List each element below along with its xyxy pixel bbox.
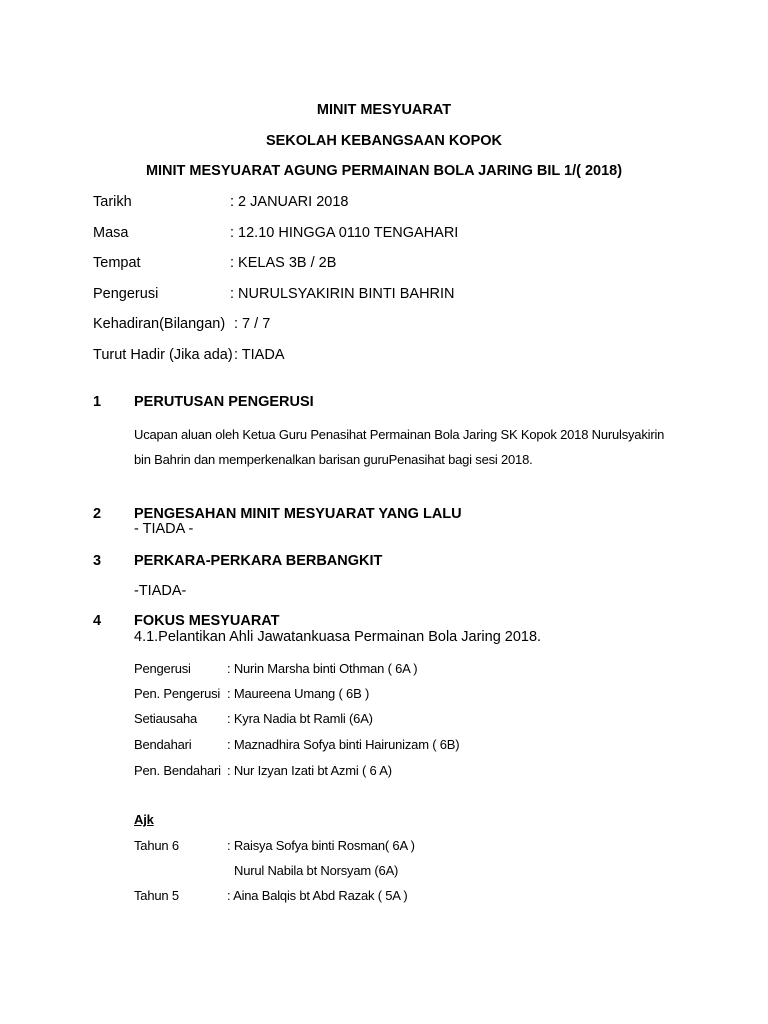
section-3-body: -TIADA- xyxy=(134,583,187,599)
info-label-place: Tempat xyxy=(93,255,141,271)
info-label-attendance: Kehadiran(Bilangan) xyxy=(93,316,226,332)
school-name: SEKOLAH KEBANGSAAN KOPOK xyxy=(265,133,503,149)
section-2-number: 2 xyxy=(93,506,102,522)
section-1-text-line1: Ucapan aluan oleh Ketua Guru Penasihat Permainan Bola Jaring SK Kopok 2018 Nurulsyakirin xyxy=(134,427,665,442)
section-1-text-line2: bin Bahrin dan memperkenalkan barisan guruPenasihat bagi sesi 2018. xyxy=(134,452,533,467)
section-4-heading: FOKUS MESYUARAT xyxy=(134,613,280,629)
info-value-place: : KELAS 3B / 2B xyxy=(230,255,337,271)
ajk-name-2: Nurul Nabila bt Norsyam (6A) xyxy=(234,863,399,878)
info-value-chair: : NURULSYAKIRIN BINTI BAHRIN xyxy=(230,286,455,302)
committee-name-vice-treasurer: : Nur Izyan Izati bt Azmi ( 6 A) xyxy=(227,763,392,778)
committee-role-vice-treasurer: Pen. Bendahari xyxy=(134,763,221,778)
meeting-title: MINIT MESYUARAT AGUNG PERMAINAN BOLA JARING BIL 1/( 2018) xyxy=(145,163,623,179)
committee-role-treasurer: Bendahari xyxy=(134,737,192,752)
info-value-time: : 12.10 HINGGA 0110 TENGAHARI xyxy=(230,225,459,241)
ajk-name-3: : Aina Balqis bt Abd Razak ( 5A ) xyxy=(227,888,408,903)
ajk-year-5: Tahun 5 xyxy=(134,888,179,903)
committee-name-treasurer: : Maznadhira Sofya binti Hairunizam ( 6B) xyxy=(227,737,460,752)
info-label-chair: Pengerusi xyxy=(93,286,159,302)
document-title: MINIT MESYUARAT xyxy=(316,102,452,118)
section-1-heading: PERUTUSAN PENGERUSI xyxy=(134,394,314,410)
info-label-time: Masa xyxy=(93,225,129,241)
committee-name-chair: : Nurin Marsha binti Othman ( 6A ) xyxy=(227,661,418,676)
ajk-name-1: : Raisya Sofya binti Rosman( 6A ) xyxy=(227,838,415,853)
ajk-heading: Ajk xyxy=(134,812,154,827)
section-4-number: 4 xyxy=(93,613,102,629)
committee-role-chair: Pengerusi xyxy=(134,661,191,676)
ajk-year-6: Tahun 6 xyxy=(134,838,179,853)
committee-name-vice-chair: : Maureena Umang ( 6B ) xyxy=(227,686,370,701)
info-value-attendance: : 7 / 7 xyxy=(234,316,271,332)
committee-name-secretary: : Kyra Nadia bt Ramli (6A) xyxy=(227,711,373,726)
section-2-heading: PENGESAHAN MINIT MESYUARAT YANG LALU xyxy=(134,506,462,522)
section-1-number: 1 xyxy=(93,394,102,410)
section-3-number: 3 xyxy=(93,553,102,569)
committee-role-secretary: Setiausaha xyxy=(134,711,198,726)
info-label-date: Tarikh xyxy=(93,194,132,210)
info-value-also-present: : TIADA xyxy=(234,347,285,363)
info-value-date: : 2 JANUARI 2018 xyxy=(230,194,349,210)
committee-role-vice-chair: Pen. Pengerusi xyxy=(134,686,221,701)
section-3-heading: PERKARA-PERKARA BERBANGKIT xyxy=(134,553,383,569)
section-4-subheading: 4.1.Pelantikan Ahli Jawatankuasa Permainan Bola Jaring 2018. xyxy=(134,629,542,645)
info-label-also-present: Turut Hadir (Jika ada) xyxy=(93,347,233,363)
section-2-body: - TIADA - xyxy=(134,521,194,537)
